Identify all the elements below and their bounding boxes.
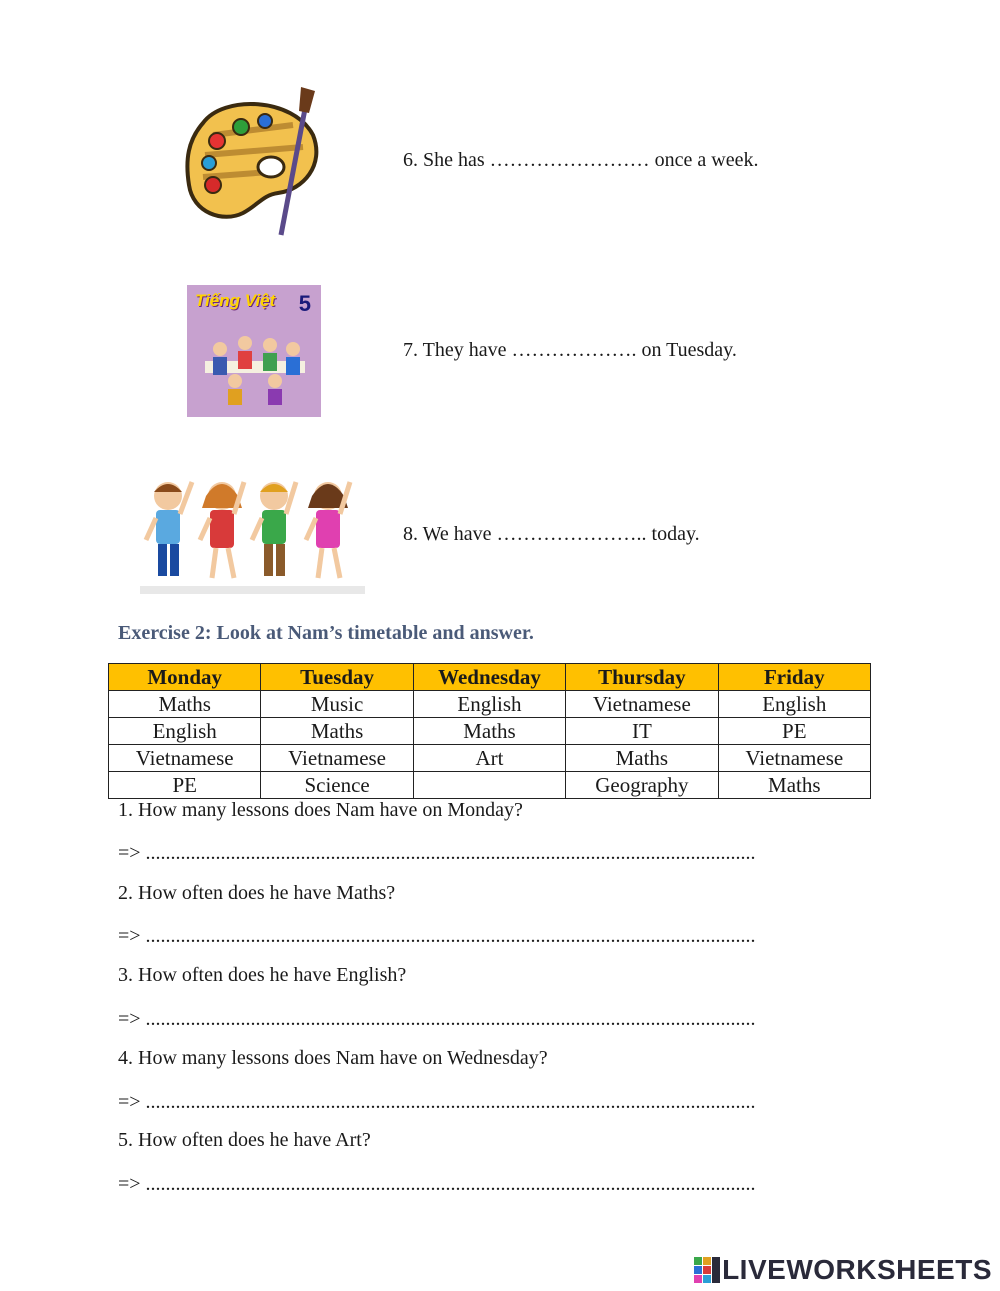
liveworksheets-brand: LIVEWORKSHEETS — [722, 1254, 992, 1285]
question-4: 4. How many lessons does Nam have on Wednesday? — [118, 1047, 548, 1069]
table-cell: Maths — [109, 691, 261, 718]
table-cell: Maths — [261, 718, 413, 745]
exercise1-item-6: 6. She has …………………… once a week. — [403, 149, 759, 171]
table-row — [109, 718, 871, 745]
answer-line-5[interactable]: => .......................................................................................................................... — [118, 1173, 756, 1195]
answer-line-4[interactable]: => .......................................................................................................................... — [118, 1091, 756, 1113]
table-row — [109, 772, 871, 799]
table-cell — [413, 772, 565, 799]
timetable — [108, 663, 871, 799]
table-cell: Science — [261, 772, 413, 799]
table-row — [109, 745, 871, 772]
answer-line-2[interactable]: => .......................................................................................................................... — [118, 925, 756, 947]
exercising-children-image — [140, 474, 365, 594]
table-cell: Art — [413, 745, 565, 772]
table-cell: Music — [261, 691, 413, 718]
question-2: 2. How often does he have Maths? — [118, 882, 396, 904]
table-cell: Vietnamese — [718, 745, 870, 772]
table-cell: English — [718, 691, 870, 718]
table-cell: Maths — [413, 718, 565, 745]
table-cell: PE — [718, 718, 870, 745]
answer-line-3[interactable]: => .......................................................................................................................... — [118, 1008, 756, 1030]
table-row — [109, 691, 871, 718]
answer-line-1[interactable]: => .......................................................................................................................... — [118, 842, 756, 864]
paint-palette-image — [183, 85, 325, 237]
table-cell: Vietnamese — [261, 745, 413, 772]
exercise1-item-8: 8. We have ………………….. today. — [403, 523, 700, 545]
exercise1-item-7: 7. They have ………………. on Tuesday. — [403, 339, 737, 361]
table-cell: Vietnamese — [566, 691, 718, 718]
tieng-viet-book-image — [187, 285, 321, 417]
timetable-header: Friday — [718, 664, 870, 691]
question-5: 5. How often does he have Art? — [118, 1129, 371, 1151]
book-number: 5 — [298, 291, 311, 316]
timetable-header-row — [109, 664, 871, 691]
table-cell: English — [109, 718, 261, 745]
timetable-header: Thursday — [566, 664, 718, 691]
liveworksheets-logo[interactable] — [694, 1253, 992, 1287]
table-cell: English — [413, 691, 565, 718]
timetable-header: Monday — [109, 664, 261, 691]
timetable-header: Tuesday — [261, 664, 413, 691]
table-cell: Maths — [718, 772, 870, 799]
table-cell: Maths — [566, 745, 718, 772]
book-title: Tiếng Việt — [195, 291, 276, 310]
table-cell: Geography — [566, 772, 718, 799]
table-cell: Vietnamese — [109, 745, 261, 772]
table-cell: PE — [109, 772, 261, 799]
timetable-header: Wednesday — [413, 664, 565, 691]
question-3: 3. How often does he have English? — [118, 964, 407, 986]
exercise2-title: Exercise 2: Look at Nam’s timetable and answer. — [118, 622, 534, 644]
liveworksheets-logo-icon — [694, 1257, 720, 1283]
table-cell: IT — [566, 718, 718, 745]
question-1: 1. How many lessons does Nam have on Monday? — [118, 799, 523, 821]
